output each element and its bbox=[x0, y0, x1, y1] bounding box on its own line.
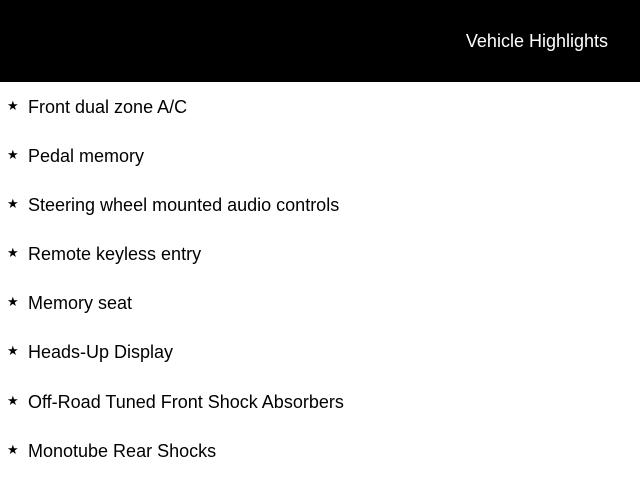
star-icon: ★ bbox=[7, 196, 19, 211]
list-item bbox=[0, 194, 640, 243]
star-icon: ★ bbox=[7, 245, 19, 260]
highlight-label: Remote keyless entry bbox=[28, 244, 202, 264]
list-item bbox=[0, 243, 640, 292]
list-item bbox=[0, 145, 640, 194]
highlight-label: Front dual zone A/C bbox=[28, 97, 188, 117]
star-icon: ★ bbox=[7, 147, 19, 162]
highlight-label: Pedal memory bbox=[28, 146, 145, 166]
star-icon: ★ bbox=[7, 393, 19, 408]
star-icon: ★ bbox=[7, 98, 19, 113]
header-bar bbox=[0, 0, 640, 82]
list-item bbox=[0, 292, 640, 341]
page-title: Vehicle Highlights bbox=[465, 31, 608, 51]
highlight-label: Off-Road Tuned Front Shock Absorbers bbox=[28, 392, 344, 412]
list-item bbox=[0, 96, 640, 145]
highlight-label: Heads-Up Display bbox=[28, 342, 174, 362]
highlight-label: Monotube Rear Shocks bbox=[28, 441, 217, 461]
list-item bbox=[0, 391, 640, 440]
highlight-label: Steering wheel mounted audio controls bbox=[28, 195, 340, 215]
highlight-label: Memory seat bbox=[28, 293, 133, 313]
list-item bbox=[0, 341, 640, 390]
star-icon: ★ bbox=[7, 442, 19, 457]
star-icon: ★ bbox=[7, 294, 19, 309]
list-item bbox=[0, 440, 640, 489]
star-icon: ★ bbox=[7, 343, 19, 358]
